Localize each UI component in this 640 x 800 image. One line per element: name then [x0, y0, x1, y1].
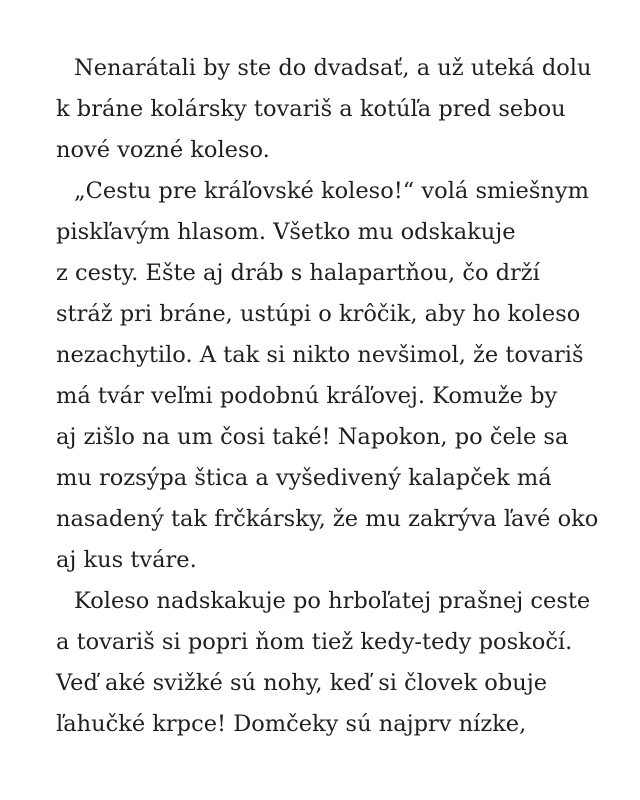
paragraph-2-line-1: „Cestu pre kráľovské koleso!“ volá smiešnym — [74, 178, 589, 204]
paragraph-3-line-3: Veď aké svižké sú nohy, keď si človek obuje — [56, 670, 548, 696]
paragraph-3-line-2: a tovariš si popri ňom tiež kedy-tedy poskočí. — [56, 629, 573, 655]
paragraph-1-line-1: Nenarátali by ste do dvadsať, a už uteká dolu — [74, 55, 592, 81]
paragraph-2-line-9: nasadený tak frčkársky, že mu zakrýva ľavé oko — [56, 506, 599, 532]
paragraph-3-line-4: ľahučké krpce! Domčeky sú najprv nízke, — [56, 711, 527, 737]
paragraph-3-line-1: Koleso nadskakuje po hrboľatej prašnej ceste — [74, 588, 591, 614]
paragraph-2-line-6: má tvár veľmi podobnú kráľovej. Komuže by — [56, 383, 558, 409]
paragraph-2-line-4: stráž pri bráne, ustúpi o krôčik, aby ho koleso — [56, 301, 581, 327]
body-text — [56, 48, 599, 745]
paragraph-2-line-10: aj kus tváre. — [56, 547, 197, 573]
paragraph-2-line-8: mu rozsýpa štica a vyšedivený kalapček má — [56, 465, 552, 491]
paragraph-2-line-5: nezachytilo. A tak si nikto nevšimol, že tovariš — [56, 342, 584, 368]
paragraph-2-line-2: piskľavým hlasom. Všetko mu odskakuje — [56, 219, 516, 245]
paragraph-2-line-7: aj zišlo na um čosi také! Napokon, po čele sa — [56, 424, 569, 450]
paragraph-2-line-3: z cesty. Ešte aj dráb s halapartňou, čo drží — [56, 260, 540, 286]
paragraph-1-line-2: k bráne kolársky tovariš a kotúľa pred sebou — [56, 96, 566, 122]
paragraph-1-line-3: nové vozné koleso. — [56, 137, 270, 163]
